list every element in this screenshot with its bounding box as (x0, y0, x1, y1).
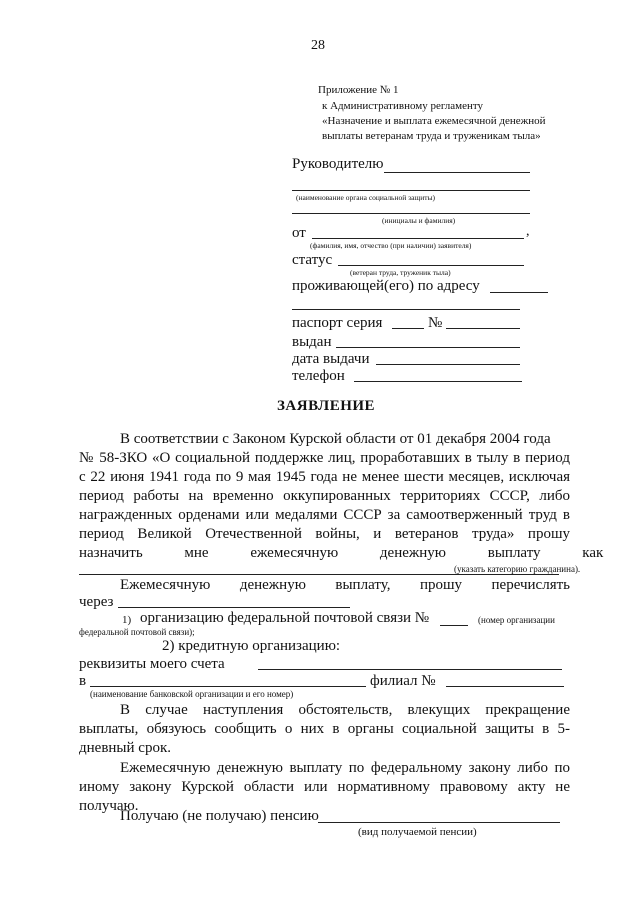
category-field[interactable] (79, 574, 559, 575)
caption-fio: (фамилия, имя, отчество (при наличии) заявителя) (310, 241, 472, 250)
caption-bank: (наименование банковской организации и его номер) (90, 689, 294, 699)
body-line: В соответствии с Законом Курской области от 01 декабря 2004 года (120, 431, 551, 447)
appendix-line: выплаты ветеранам труда и труженикам тыла» (322, 130, 541, 142)
caption-pension: (вид получаемой пенсии) (358, 826, 477, 838)
applicant-fio-field[interactable] (312, 238, 524, 239)
branch-number-field[interactable] (446, 686, 564, 687)
passport-label: паспорт серия (292, 315, 383, 331)
body-line: иному закону Курской области или нормативному правовому акту не (79, 779, 570, 795)
issued-label: выдан (292, 334, 332, 350)
status-label: статус (292, 252, 333, 268)
body-line: Ежемесячную денежную выплату, прошу перечислять (120, 577, 570, 593)
address-field[interactable] (490, 292, 548, 293)
caption-category: (указать категорию гражданина). (454, 564, 581, 574)
branch-label: филиал № (370, 673, 436, 689)
appendix-line: «Назначение и выплата ежемесячной денежной (322, 115, 546, 127)
body-line: период работы на временно оккупированных территориях СССР, либо (79, 488, 570, 504)
address-field-2[interactable] (292, 309, 520, 310)
issued-field[interactable] (336, 347, 520, 348)
option-1-caption: федеральной почтовой связи); (79, 627, 195, 637)
body-line: награжденных орденами или медалями СССР за самоотверженный труд в (79, 507, 570, 523)
from-comma: , (526, 224, 530, 239)
body-line: дневный срок. (79, 740, 171, 756)
body-line: № 58-ЗКО «О социальной поддержке лиц, проработавших в тылу в период (79, 450, 570, 466)
post-office-number-field[interactable] (440, 625, 468, 626)
to-head-label: Руководителю (292, 156, 384, 172)
passport-series-field[interactable] (392, 328, 424, 329)
appendix-line: к Административному регламенту (322, 100, 484, 112)
appendix-line: Приложение № 1 (318, 84, 399, 96)
option-2-text: 2) кредитную организацию: (162, 638, 341, 654)
document-title: ЗАЯВЛЕНИЕ (277, 398, 376, 414)
requisites-label: реквизиты моего счета (79, 656, 225, 672)
caption-status: (ветеран труда, труженик тыла) (350, 268, 451, 277)
bank-in-label: в (79, 673, 87, 689)
caption-organ: (наименование органа социальной защиты) (296, 193, 436, 202)
caption-initials: (инициалы и фамилия) (382, 216, 456, 225)
body-line: получаю. (79, 798, 139, 814)
option-1-text: организацию федеральной почтовой связи № (140, 610, 430, 626)
option-1-prefix: 1) (122, 614, 132, 626)
body-line: период Великой Отечественной войны, и ветеранов труда» прошу (79, 526, 570, 542)
account-requisites-field[interactable] (258, 669, 562, 670)
organ-field[interactable] (292, 190, 530, 191)
body-line: В случае наступления обстоятельств, влекущих прекращение (120, 702, 570, 718)
address-label: проживающей(его) по адресу (292, 278, 480, 294)
through-field[interactable] (118, 607, 350, 608)
body-line: с 22 июня 1941 года по 9 мая 1945 года не менее шести месяцев, исключая (79, 469, 570, 485)
bank-name-field[interactable] (90, 686, 366, 687)
issue-date-label: дата выдачи (292, 351, 370, 367)
body-line: Ежемесячную денежную выплату по федеральному закону либо по (120, 760, 570, 776)
phone-label: телефон (292, 368, 345, 384)
from-label: от (292, 225, 306, 241)
status-field[interactable] (338, 265, 524, 266)
issue-date-field[interactable] (376, 364, 520, 365)
passport-no-sign: № (428, 315, 443, 331)
phone-field[interactable] (354, 381, 522, 382)
through-label: через (79, 594, 114, 610)
body-line: выплаты, обязуюсь сообщить о них в органы социальной защиты в 5- (79, 721, 570, 737)
page-number: 28 (311, 38, 325, 53)
initials-field[interactable] (292, 213, 530, 214)
pension-label: Получаю (не получаю) пенсию (120, 808, 319, 824)
passport-number-field[interactable] (446, 328, 520, 329)
option-1-caption: (номер организации (478, 615, 555, 625)
body-line: назначить мне ежемесячную денежную выплату как (79, 545, 604, 561)
head-name-field[interactable] (384, 172, 530, 173)
pension-type-field[interactable] (318, 822, 560, 823)
